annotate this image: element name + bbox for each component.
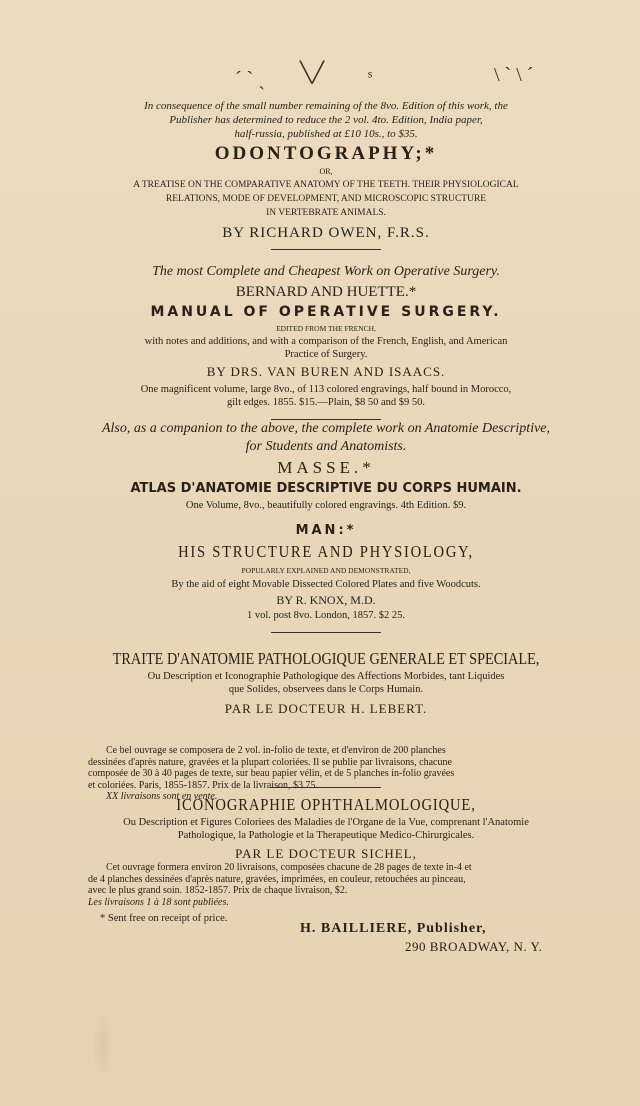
masse-companion-1: Also, as a companion to the above, the complete work on Anatomie Descriptive, xyxy=(101,421,551,436)
traite-livraisons: XX livraisons sont en vente. xyxy=(106,791,218,803)
bernard-notes-1: with notes and additions, and with a comparison of the French, English, and American xyxy=(144,336,508,347)
man-title: HIS STRUCTURE AND PHYSIOLOGY, xyxy=(178,542,474,561)
bernard-volume-2: gilt edges. 1855. $15.—Plain, $8 50 and $9 50. xyxy=(226,397,426,408)
traite-desc-2: que Solides, observees dans le Corps Humain. xyxy=(228,684,424,695)
masse-companion-2: for Students and Anatomists. xyxy=(245,439,407,454)
footer-note: * Sent free on receipt of price. xyxy=(100,913,228,924)
decorative-marks: ˊ ˋ ˎ ╲╱ ˢ \ ˋ \ ˊ xyxy=(235,62,534,90)
iconographie-body-2: de 4 planches dessinées d'après nature, gravées, imprimées, en couleur, retouchées au pinceau, xyxy=(88,873,466,885)
iconographie-body-1: Cet ouvrage formera environ 20 livraisons, composées chacune de 28 pages de texte in-4 et xyxy=(106,862,472,873)
bernard-edited: EDITED FROM THE FRENCH, xyxy=(276,324,376,333)
bernard-editors: BY DRS. VAN BUREN AND ISAACS. xyxy=(206,364,446,379)
publisher-address: 290 BROADWAY, N. Y. xyxy=(405,939,543,954)
bernard-section xyxy=(88,262,564,420)
masse-section xyxy=(88,420,564,514)
bernard-volume-1: One magnificent volume, large 8vo., of 113 colored engravings, half bound in Morocco, xyxy=(140,384,512,395)
iconographie-desc-2: Pathologique, la Pathologie et la Therapeutique Medico-Chirurgicales. xyxy=(177,830,475,841)
iconographie-title: ICONOGRAPHIE OPHTHALMOLOGIQUE, xyxy=(176,795,476,814)
divider xyxy=(271,787,381,788)
odontography-desc-1: A TREATISE ON THE COMPARATIVE ANATOMY OF THE TEETH. THEIR PHYSIOLOGICAL xyxy=(133,180,519,190)
stain-mark xyxy=(92,1010,114,1080)
iconographie-author: PAR LE DOCTEUR SICHEL, xyxy=(235,846,417,861)
bernard-notes-2: Practice of Surgery. xyxy=(284,349,368,360)
divider xyxy=(271,632,381,633)
man-volume: 1 vol. post 8vo. London, 1857. $2 25. xyxy=(246,610,406,621)
traite-section xyxy=(88,648,564,722)
notice-line-1: In consequence of the small number remaining of the 8vo. Edition of this work, the xyxy=(144,100,508,112)
traite-title: TRAITE D'ANATOMIE PATHOLOGIQUE GENERALE ET SPECIALE, xyxy=(112,649,540,668)
bernard-tagline: The most Complete and Cheapest Work on Operative Surgery. xyxy=(152,264,500,279)
man-author: BY R. KNOX, M.D. xyxy=(276,593,376,607)
masse-name: MASSE.* xyxy=(277,458,375,477)
reduction-notice xyxy=(88,99,564,141)
divider xyxy=(271,249,381,250)
publisher-name: H. BAILLIERE, Publisher, xyxy=(300,921,487,936)
odontography-section xyxy=(88,142,564,250)
traite-desc-1: Ou Description et Iconographie Pathologique des Affections Morbides, tant Liquides xyxy=(147,671,505,682)
iconographie-section xyxy=(88,787,564,866)
odontography-title: ODONTOGRAPHY;* xyxy=(214,143,438,164)
traite-body-4: et coloriées. Paris, 1855-1857. Prix de la livraison, $3 75. xyxy=(88,779,318,791)
bernard-authors: BERNARD AND HUETTE.* xyxy=(235,284,417,300)
notice-line-3: half-russia, published at £10 10s., to $35. xyxy=(234,128,418,140)
traite-body-2: dessinées d'après nature, gravées et la plupart coloriées. Il se publie par livraisons, chacune xyxy=(88,756,452,768)
iconographie-body-3: avec le plus grand soin. 1852-1857. Prix de chaque livraison, $2. xyxy=(88,885,348,897)
notice-line-2: Publisher has determined to reduce the 2 vol. 4to. Edition, India paper, xyxy=(169,114,483,126)
man-aid: By the aid of eight Movable Dissected Colored Plates and five Woodcuts. xyxy=(171,579,481,590)
man-section xyxy=(88,522,564,633)
masse-title: ATLAS D'ANATOMIE DESCRIPTIVE DU CORPS HUMAIN. xyxy=(130,481,522,496)
masse-volume: One Volume, 8vo., beautifully colored engravings. 4th Edition. $9. xyxy=(185,500,467,511)
iconographie-livraisons: Les livraisons 1 à 18 sont publiées. xyxy=(88,896,229,908)
iconographie-desc-1: Ou Description et Figures Coloriees des Maladies de l'Organe de la Vue, comprenant l'Anatomie xyxy=(123,817,529,828)
traite-body-3: composée de 30 à 40 pages de texte, sur beau papier vélin, et de 5 planches in-folio gravées xyxy=(88,768,455,780)
odontography-desc-2: RELATIONS, MODE OF DEVELOPMENT, AND MICROSCOPIC STRUCTURE xyxy=(165,194,487,204)
bernard-title: MANUAL OF OPERATIVE SURGERY. xyxy=(150,304,502,320)
traite-body-1: Ce bel ouvrage se composera de 2 vol. in-folio de texte, et d'environ de 200 planches xyxy=(106,745,446,756)
odontography-author: BY RICHARD OWEN, F.R.S. xyxy=(222,225,430,241)
odontography-or: OR, xyxy=(319,167,333,176)
iconographie-body xyxy=(88,862,584,908)
odontography-desc-3: IN VERTEBRATE ANIMALS. xyxy=(266,208,386,218)
man-heading: MAN:* xyxy=(295,523,357,538)
traite-author: PAR LE DOCTEUR H. LEBERT. xyxy=(224,701,428,716)
man-popular: POPULARLY EXPLAINED AND DEMONSTRATED, xyxy=(241,566,411,575)
